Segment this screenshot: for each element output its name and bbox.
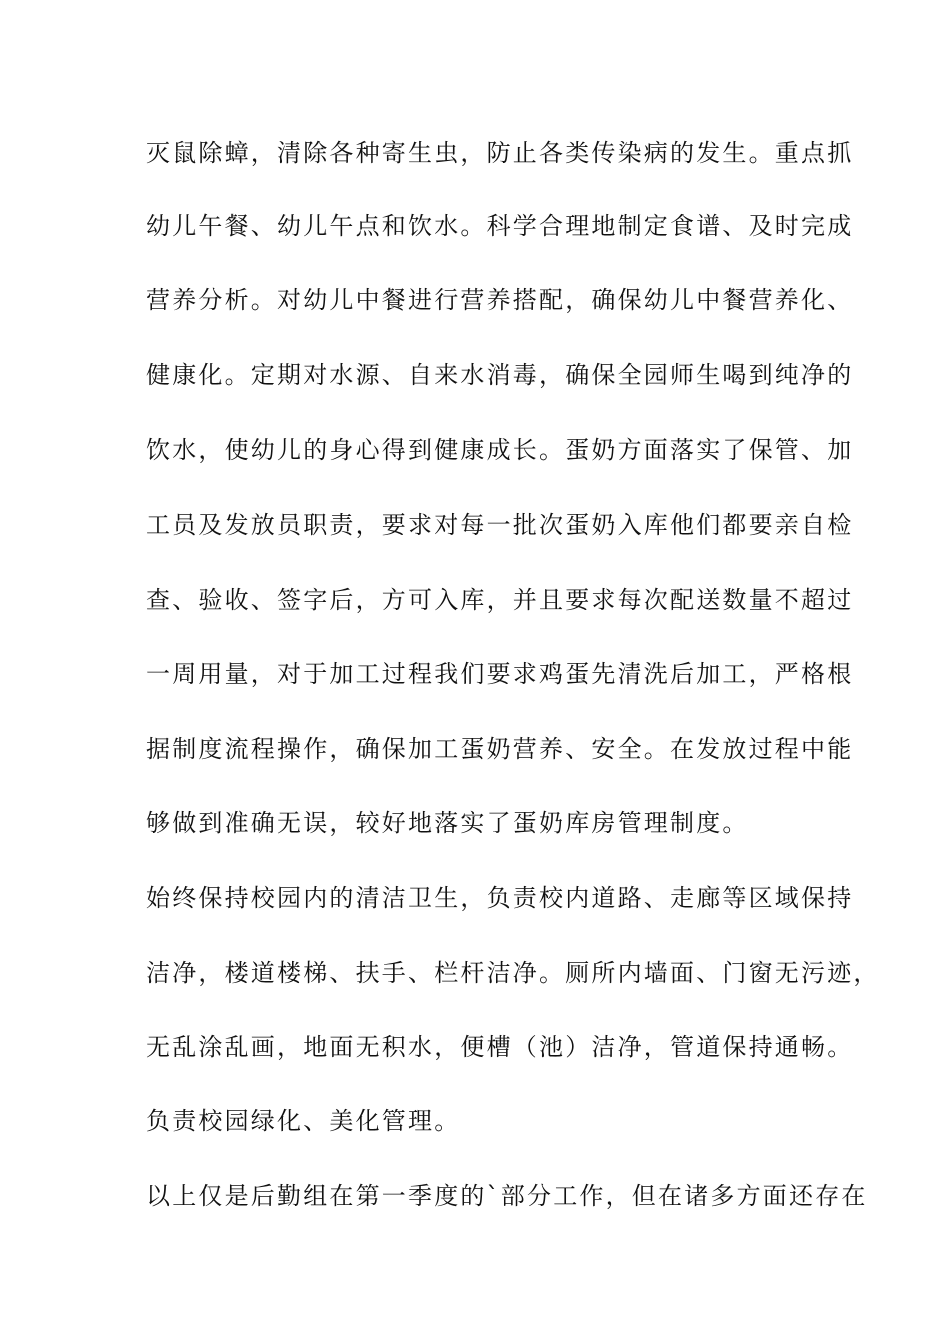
text-line: 以上仅是后勤组在第一季度的`部分工作，但在诸多方面还存在 [146, 1182, 868, 1210]
text-line: 始终保持校园内的清洁卫生，负责校内道路、走廊等区域保持 [146, 884, 854, 912]
text-line: 够做到准确无误，较好地落实了蛋奶库房管理制度。 [146, 809, 749, 837]
text-line: 营养分析。对幼儿中餐进行营养搭配，确保幼儿中餐营养化、 [146, 286, 854, 314]
text-line: 灭鼠除蟑，清除各种寄生虫，防止各类传染病的发生。重点抓 [146, 139, 854, 167]
text-line: 工员及发放员职责，要求对每一批次蛋奶入库他们都要亲自检 [146, 511, 854, 539]
text-line: 一周用量，对于加工过程我们要求鸡蛋先清洗后加工，严格根 [146, 660, 854, 688]
text-line: 健康化。定期对水源、自来水消毒，确保全园师生喝到纯净的 [146, 361, 854, 389]
text-line: 负责校园绿化、美化管理。 [146, 1107, 461, 1135]
text-line: 饮水，使幼儿的身心得到健康成长。蛋奶方面落实了保管、加 [146, 436, 854, 464]
text-line: 据制度流程操作，确保加工蛋奶营养、安全。在发放过程中能 [146, 735, 854, 763]
text-line: 无乱涂乱画，地面无积水，便槽（池）洁净，管道保持通畅。 [146, 1033, 854, 1061]
text-line: 幼儿午餐、幼儿午点和饮水。科学合理地制定食谱、及时完成 [146, 212, 854, 240]
text-line: 洁净，楼道楼梯、扶手、栏杆洁净。厕所内墙面、门窗无污迹， [146, 959, 880, 987]
text-line: 查、验收、签字后，方可入库，并且要求每次配送数量不超过 [146, 586, 854, 614]
